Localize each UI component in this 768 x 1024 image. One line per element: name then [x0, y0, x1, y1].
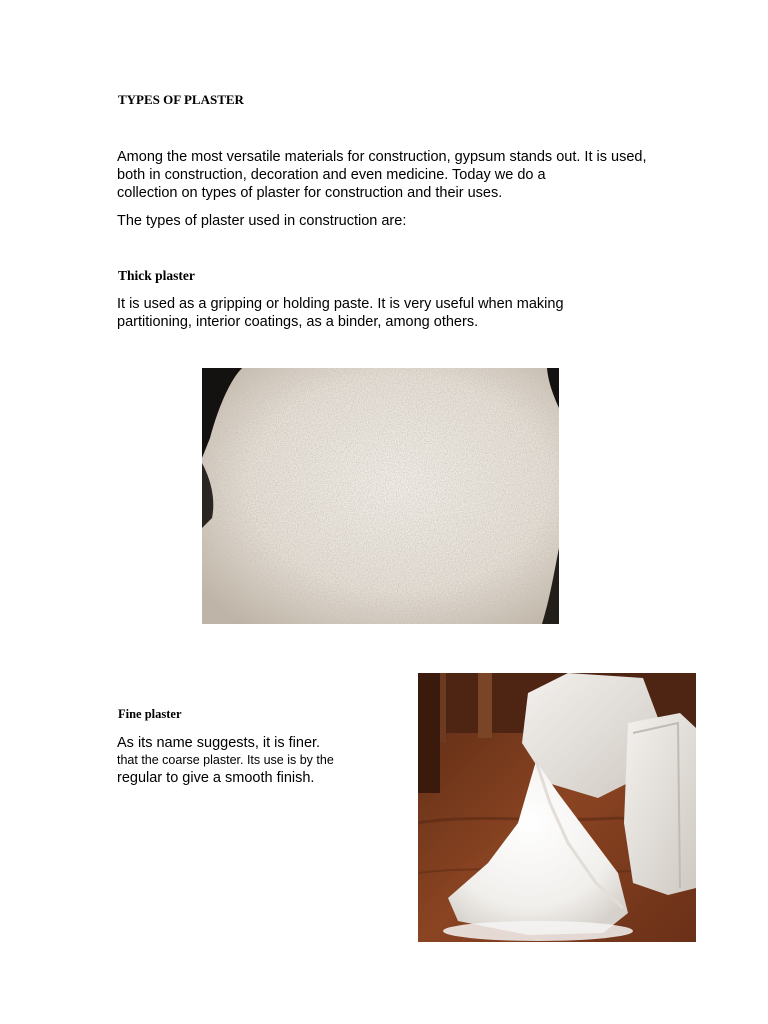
section-text-fine-plaster — [117, 734, 334, 787]
intro-line: collection on types of plaster for construction and their uses. — [117, 185, 503, 201]
section-line: partitioning, interior coatings, as a binder, among others. — [117, 314, 479, 330]
intro-line: Among the most versatile materials for construction, gypsum stands out. It is used, — [117, 149, 647, 165]
section-line: that the coarse plaster. Its use is by the — [117, 753, 334, 767]
section-text-thick-plaster — [117, 295, 564, 331]
section-line: As its name suggests, it is finer. — [117, 735, 321, 751]
types-intro: The types of plaster used in construction are: — [117, 213, 407, 229]
fine-plaster-photo — [418, 673, 696, 942]
section-line: It is used as a gripping or holding paste. It is very useful when making — [117, 296, 564, 312]
section-heading-thick-plaster: Thick plaster — [118, 268, 195, 283]
document-title: TYPES OF PLASTER — [118, 92, 244, 107]
intro-line: both in construction, decoration and even medicine. Today we do a — [117, 167, 546, 183]
thick-plaster-photo — [202, 368, 559, 624]
section-heading-fine-plaster: Fine plaster — [118, 707, 182, 721]
section-line: regular to give a smooth finish. — [117, 770, 315, 786]
intro-paragraph — [117, 148, 677, 202]
